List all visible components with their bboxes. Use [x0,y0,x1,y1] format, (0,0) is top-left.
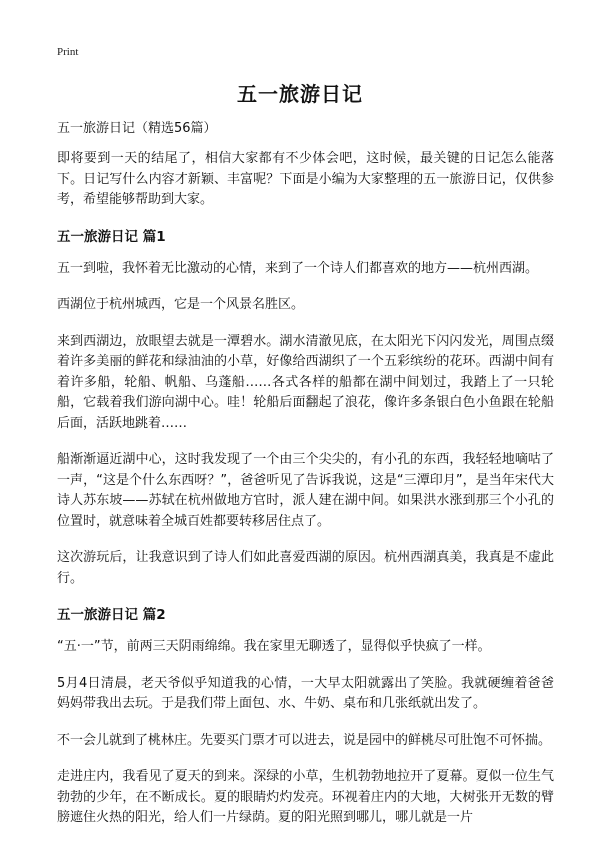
paragraph: 5月4日清晨，老天爷似乎知道我的心情，一大早太阳就露出了笑脸。我就硬缠着爸爸妈妈带我出去玩。于是我们带上面包、水、牛奶、桌布和几张纸就出发了。 [57,675,554,711]
page-title: 五一旅游日记 [237,82,363,106]
paragraph: 走进庄内，我看见了夏天的到来。深绿的小草，生机勃勃地拉开了夏幕。夏似一位生气勃勃的少年，在不断成长。夏的眼睛灼灼发亮。环视着庄内的大地，大树张开无数的臂膀遮住火热的阳光，给人们一片绿荫。夏的阳光照到哪儿，哪儿就是一片 [57,769,554,825]
article-body [57,119,554,845]
section-heading-1: 五一旅游日记 篇1 [57,228,166,245]
paragraph: 五一到啦，我怀着无比激动的心情，来到了一个诗人们都喜欢的地方——杭州西湖。 [57,260,539,276]
article-subtitle: 五一旅游日记（精选56篇） [57,121,217,136]
paragraph: 船渐渐逼近湖中心，这时我发现了一个由三个尖尖的，有小孔的东西，我轻轻地嘀咕了一声，“这是个什么东西呀？”，爸爸听见了告诉我说，这是“三潭印月”，是当年宋代大诗人苏东坡——苏轼在杭州做地方官时，派人建在湖中间。如果洪水涨到那三个小孔的位置时，就意味着全城百姓都要转移居住点了。 [57,452,554,529]
section-heading-2: 五一旅游日记 篇2 [57,607,166,623]
print-link[interactable]: Print [57,46,79,58]
intro-paragraph: 即将要到一天的结尾了，相信大家都有不少体会吧，这时候，最关键的日记怎么能落下。日记写什么内容才新颖、丰富呢？下面是小编为大家整理的五一旅游日记，仅供参考，希望能够帮助到大家。 [57,151,554,207]
paragraph: 西湖位于杭州城西，它是一个风景名胜区。 [57,297,305,312]
paragraph: 来到西湖边，放眼望去就是一潭碧水。湖水清澈见底，在太阳光下闪闪发光，周围点缀着许多美丽的鲜花和绿油油的小草，好像给西湖织了一个五彩缤纷的花环。西湖中间有着许多船，轮船、帆船、乌蓬船……各式各样的船都在湖中间划过，我踏上了一只轮船，它载着我们游向湖中心。哇！轮船后面翻起了浪花，像许多条银白色小鱼跟在轮船后面，活跃地跳着…… [57,333,554,431]
paragraph: 这次游玩后，让我意识到了诗人们如此喜爱西湖的原因。杭州西湖真美，我真是不虚此行。 [57,550,554,586]
paragraph: “五·一”节，前两三天阴雨绵绵。我在家里无聊透了，显得似乎快疯了一样。 [57,639,491,654]
paragraph: 不一会儿就到了桃林庄。先要买门票才可以进去，说是园中的鲜桃尽可肚饱不可怀揣。 [57,732,552,748]
